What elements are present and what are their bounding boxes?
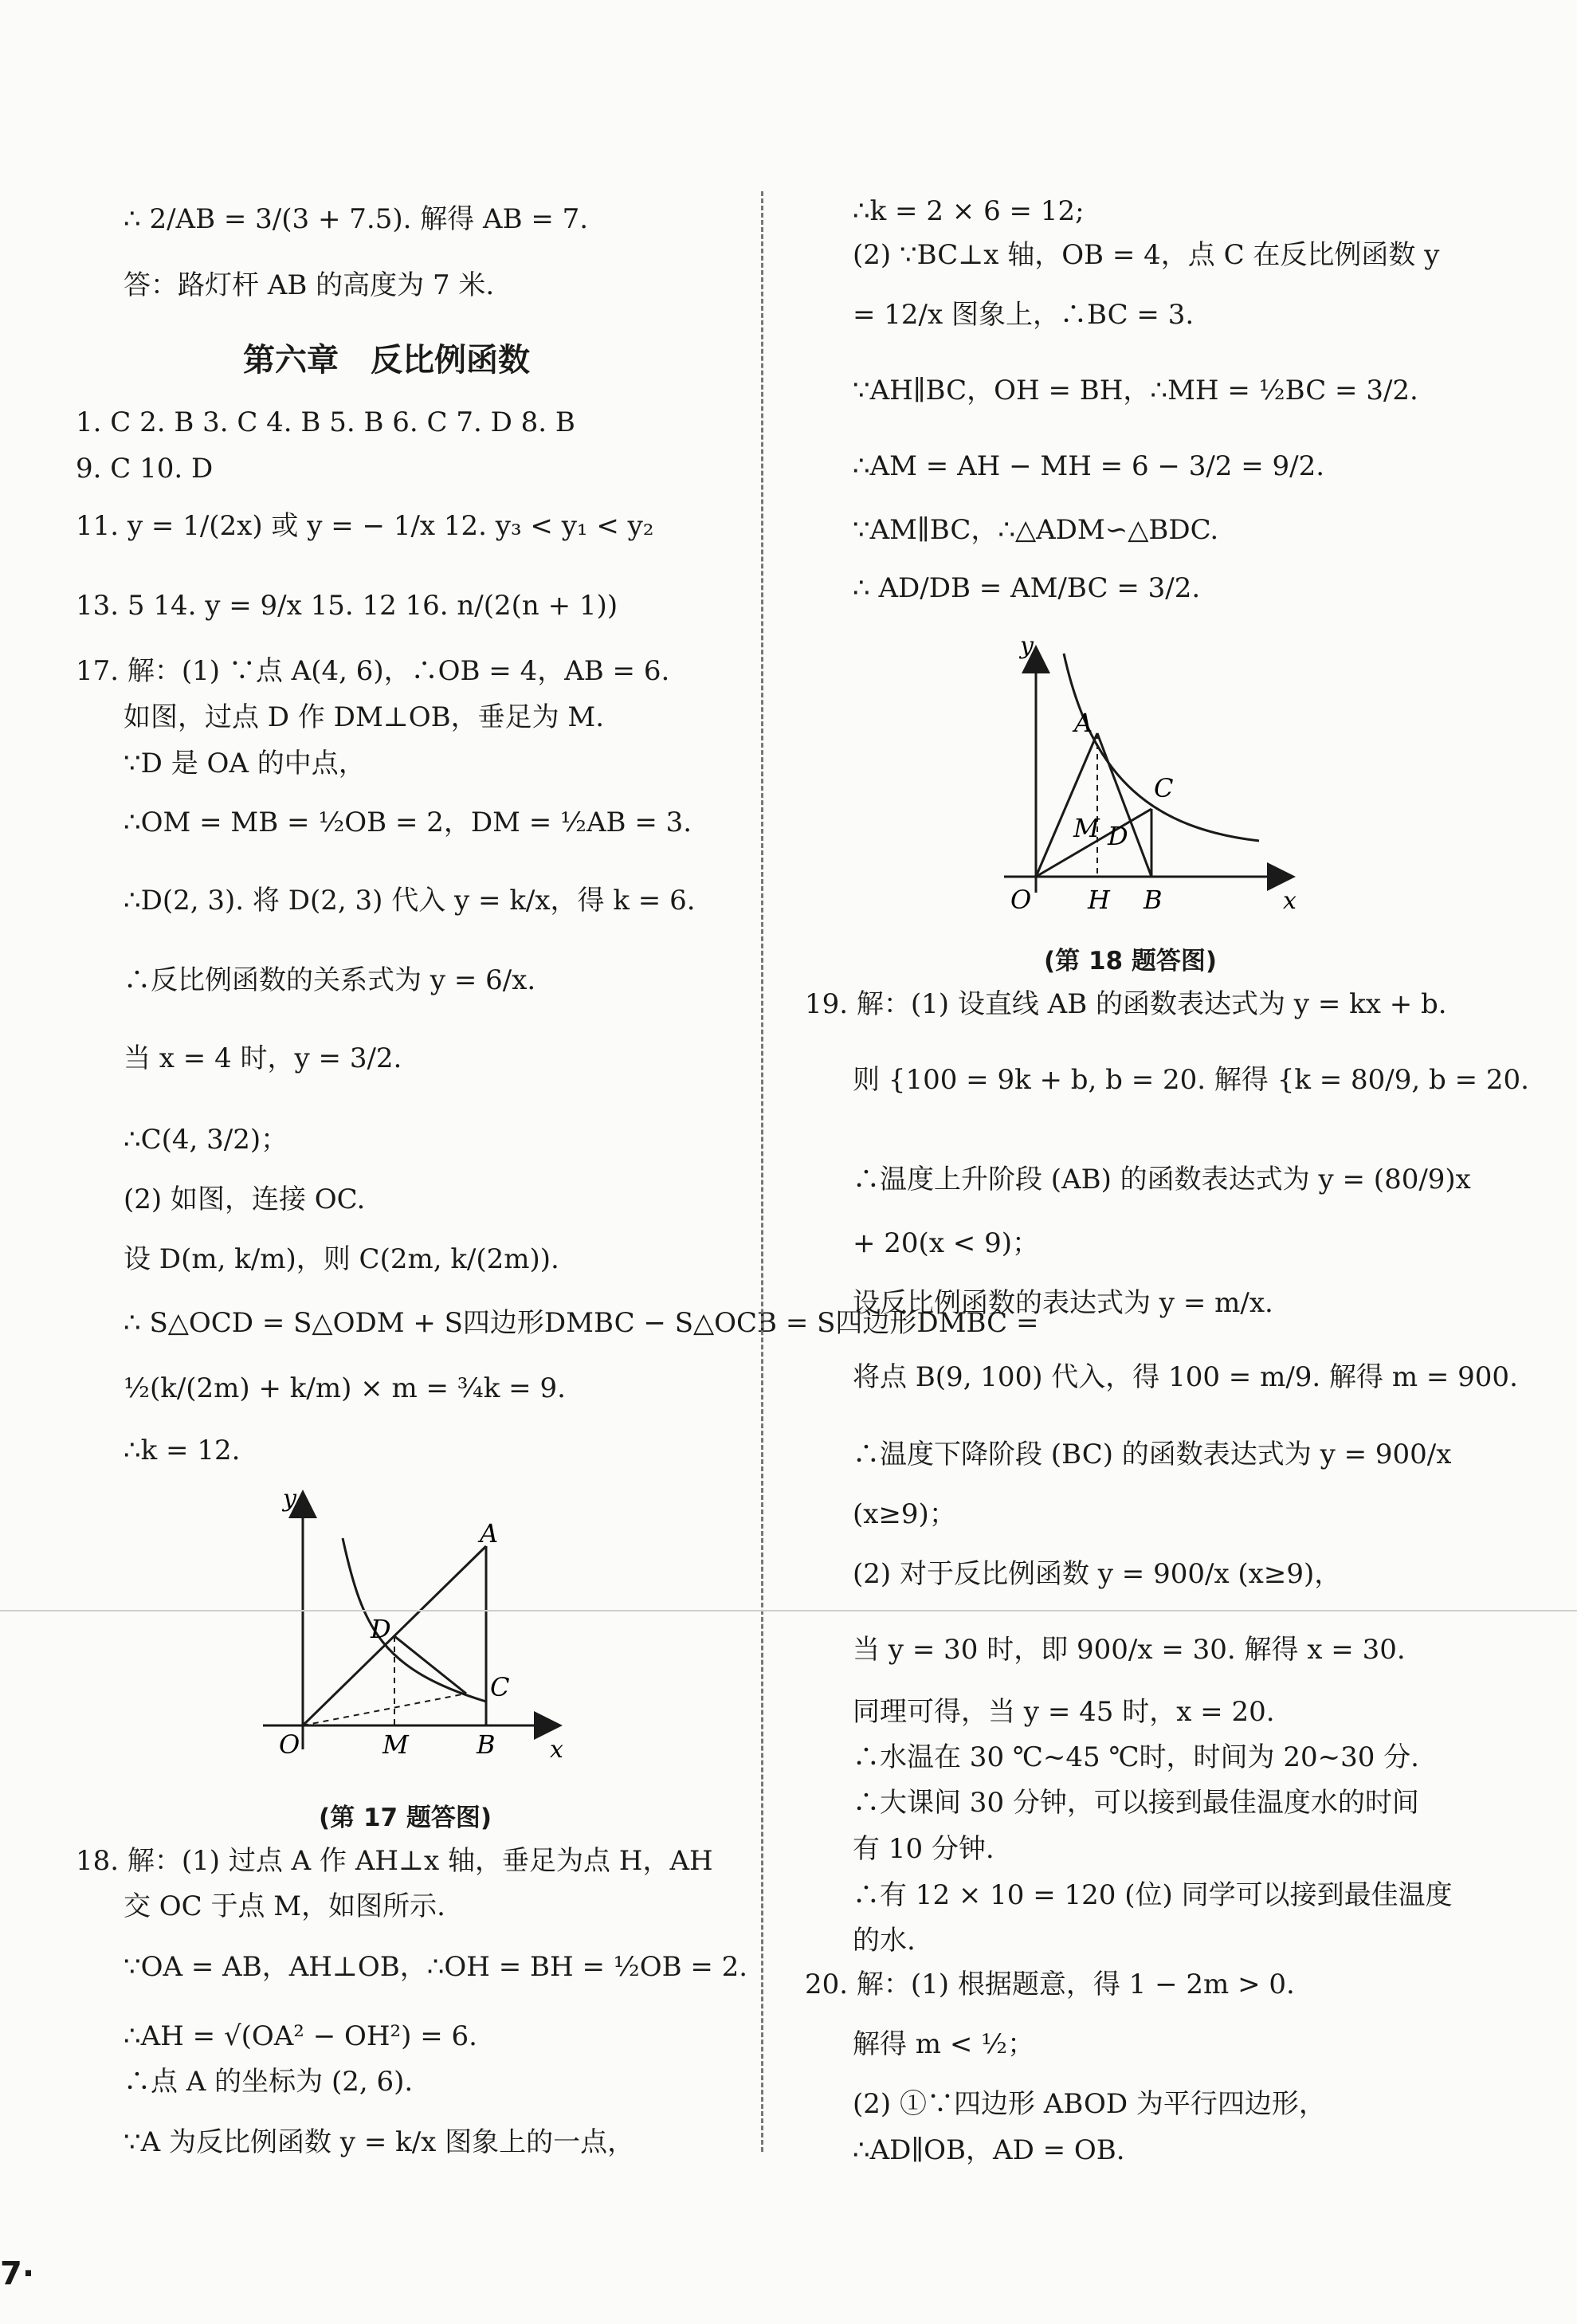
line-ab bbox=[1097, 733, 1151, 877]
text-line: ∵A 为反比例函数 y = k/x 图象上的一点， bbox=[124, 2126, 635, 2158]
text-line: 18. 解：(1) 过点 A 作 AH⊥x 轴，垂足为点 H，AH bbox=[76, 1845, 713, 1877]
text-line: 将点 B(9, 100) 代入，得 100 = m/9. 解得 m = 900. bbox=[853, 1361, 1518, 1393]
text-line: = 12/x 图象上，∴BC = 3. bbox=[853, 299, 1195, 331]
text-line: ∴水温在 30 ℃~45 ℃时，时间为 20~30 分. bbox=[853, 1741, 1419, 1773]
label-m: M bbox=[1073, 813, 1100, 843]
text-line: ∵D 是 OA 的中点， bbox=[124, 748, 366, 779]
text-line: ∴AM = AH − MH = 6 − 3/2 = 9/2. bbox=[853, 450, 1325, 482]
text-line: (2) 对于反比例函数 y = 900/x (x≥9)， bbox=[853, 1558, 1342, 1590]
text-line: (2) ∵BC⊥x 轴，OB = 4，点 C 在反比例函数 y bbox=[853, 239, 1440, 271]
scan-artifact-line bbox=[0, 1610, 1577, 1611]
text-line: 有 10 分钟. bbox=[853, 1833, 994, 1865]
text-line: 设 D(m, k/m)，则 C(2m, k/(2m)). bbox=[124, 1243, 559, 1275]
text-line: 则 {100 = 9k + b, b = 20. 解得 {k = 80/9, b = 20. bbox=[853, 1064, 1529, 1096]
text-line: 17. 解：(1) ∵点 A(4, 6)，∴OB = 4，AB = 6. bbox=[76, 655, 670, 687]
label-a: A bbox=[1074, 708, 1093, 738]
figure-17-graph bbox=[255, 1478, 574, 1765]
text-line: ∴反比例函数的关系式为 y = 6/x. bbox=[124, 964, 536, 996]
text-line: 如图，过点 D 作 DM⊥OB，垂足为 M. bbox=[124, 701, 605, 733]
text-line: (2) 如图，连接 OC. bbox=[124, 1184, 366, 1215]
page-number: 7· bbox=[0, 2255, 35, 2292]
text-line: ∵AM∥BC，∴△ADM∽△BDC. bbox=[853, 514, 1219, 546]
text-line: 交 OC 于点 M，如图所示. bbox=[124, 1890, 445, 1922]
text-line: ∴C(4, 3/2)； bbox=[124, 1124, 288, 1156]
text-line: 同理可得，当 y = 45 时，x = 20. bbox=[853, 1696, 1275, 1728]
column-divider bbox=[761, 191, 763, 2152]
label-c: C bbox=[490, 1672, 510, 1702]
label-c: C bbox=[1154, 773, 1174, 803]
figure-17-caption: (第 17 题答图) bbox=[319, 1804, 492, 1832]
label-x: x bbox=[1283, 887, 1297, 915]
text-line: 11. y = 1/(2x) 或 y = − 1/x 12. y₃ < y₁ < y₂ bbox=[76, 510, 654, 542]
text-line: ∴AH = √(OA² − OH²) = 6. bbox=[124, 2020, 477, 2052]
text-line: ∴ AD/DB = AM/BC = 3/2. bbox=[853, 572, 1201, 604]
label-y: y bbox=[283, 1485, 296, 1513]
label-b: B bbox=[1144, 885, 1163, 915]
text-line: ∴点 A 的坐标为 (2, 6). bbox=[124, 2066, 414, 2098]
text-line: ∴有 12 × 10 = 120 (位) 同学可以接到最佳温度 bbox=[853, 1879, 1453, 1911]
label-x: x bbox=[550, 1736, 563, 1764]
label-m: M bbox=[382, 1729, 409, 1760]
figure-18 bbox=[972, 630, 1307, 920]
text-line: ∴OM = MB = ½OB = 2，DM = ½AB = 3. bbox=[124, 807, 692, 838]
text-line: ∴ S△OCD = S△ODM + S四边形DMBC − S△OCB = S四边形DMBC = bbox=[124, 1307, 1039, 1339]
text-line: 20. 解：(1) 根据题意，得 1 − 2m > 0. bbox=[805, 1969, 1295, 2000]
label-b: B bbox=[477, 1729, 496, 1760]
text-line: ∴AD∥OB，AD = OB. bbox=[853, 2134, 1125, 2166]
text-line: ∴大课间 30 分钟，可以接到最佳温度水的时间 bbox=[853, 1787, 1419, 1819]
text-line: 13. 5 14. y = 9/x 15. 12 16. n/(2(n + 1)) bbox=[76, 590, 618, 622]
text-line: (2) ①∵四边形 ABOD 为平行四边形， bbox=[853, 2088, 1326, 2120]
text-line: 解得 m < ½； bbox=[853, 2028, 1035, 2060]
text-line: ∴k = 2 × 6 = 12; bbox=[853, 195, 1085, 227]
text-line: 19. 解：(1) 设直线 AB 的函数表达式为 y = kx + b. bbox=[805, 988, 1447, 1020]
label-o: O bbox=[1010, 885, 1032, 915]
text-line: ∴温度上升阶段 (AB) 的函数表达式为 y = (80/9)x bbox=[853, 1164, 1471, 1195]
text-line: ∴温度下降阶段 (BC) 的函数表达式为 y = 900/x bbox=[853, 1439, 1452, 1470]
figure-18-graph bbox=[972, 630, 1307, 917]
text-line: 当 x = 4 时，y = 3/2. bbox=[124, 1042, 402, 1074]
text-line: (x≥9)； bbox=[853, 1498, 956, 1530]
text-line: ∴D(2, 3). 将 D(2, 3) 代入 y = k/x，得 k = 6. bbox=[124, 885, 696, 917]
text-line: + 20(x < 9)； bbox=[853, 1227, 1039, 1259]
label-a: A bbox=[480, 1518, 499, 1549]
text-line: 答：路灯杆 AB 的高度为 7 米. bbox=[124, 269, 495, 301]
text-line: ∴ 2/AB = 3/(3 + 7.5). 解得 AB = 7. bbox=[124, 203, 589, 235]
label-d: D bbox=[371, 1614, 391, 1644]
figure-17 bbox=[255, 1478, 574, 1769]
line-oc bbox=[303, 1694, 466, 1725]
text-line: 设反比例函数的表达式为 y = m/x. bbox=[853, 1287, 1273, 1319]
label-o: O bbox=[279, 1729, 300, 1760]
label-y: y bbox=[1020, 632, 1034, 660]
label-h: H bbox=[1088, 885, 1110, 915]
text-line: 9. C 10. D bbox=[76, 453, 214, 485]
text-line: 的水. bbox=[853, 1925, 916, 1957]
text-line: 1. C 2. B 3. C 4. B 5. B 6. C 7. D 8. B bbox=[76, 406, 575, 438]
label-d: D bbox=[1108, 821, 1128, 851]
text-line: ∵AH∥BC，OH = BH，∴MH = ½BC = 3/2. bbox=[853, 375, 1418, 406]
text-line: ½(k/(2m) + k/m) × m = ¾k = 9. bbox=[124, 1372, 566, 1404]
figure-18-caption: (第 18 题答图) bbox=[1044, 947, 1218, 976]
text-line: ∴k = 12. bbox=[124, 1435, 241, 1466]
chapter-title: 第六章 反比例函数 bbox=[243, 342, 530, 379]
hyperbola-curve bbox=[343, 1538, 486, 1702]
text-line: 当 y = 30 时，即 900/x = 30. 解得 x = 30. bbox=[853, 1634, 1406, 1666]
line-oa bbox=[1036, 733, 1097, 877]
text-line: ∵OA = AB，AH⊥OB，∴OH = BH = ½OB = 2. bbox=[124, 1951, 748, 1983]
